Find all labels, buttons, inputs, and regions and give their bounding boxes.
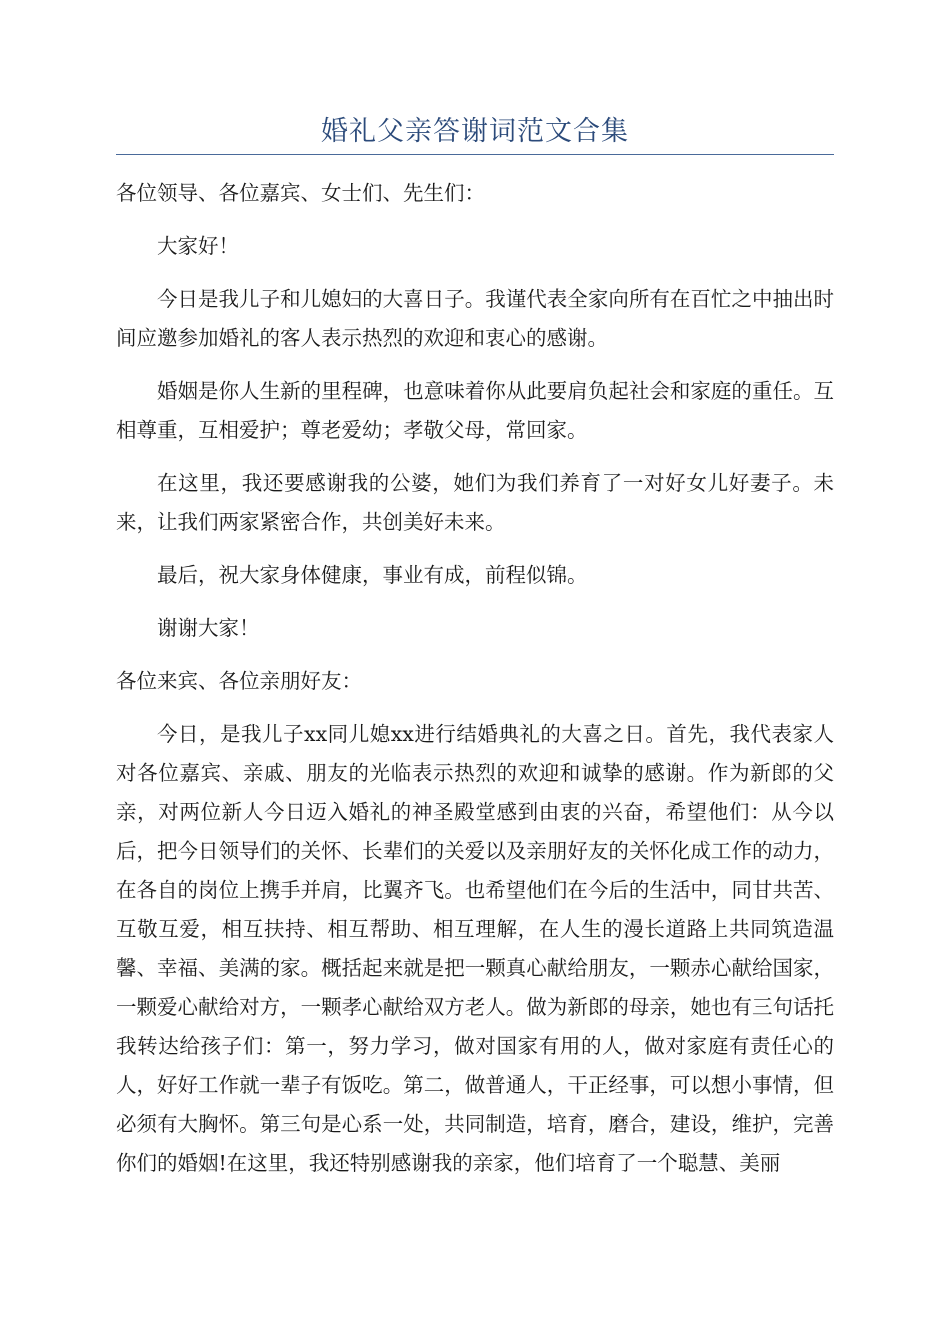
paragraph-marriage-milestone: 婚姻是你人生新的里程碑，也意味着你从此要肩负起社会和家庭的重任。互相尊重，互相爱护；尊老爱幼；孝敬父母，常回家。 — [116, 379, 834, 442]
paragraph-salutation-1: 各位领导、各位嘉宾、女士们、先生们： — [116, 181, 485, 205]
paragraph-wishes: 最后，祝大家身体健康，事业有成，前程似锦。 — [157, 563, 588, 587]
paragraph-salutation-2: 各位来宾、各位亲朋好友： — [116, 669, 362, 693]
document-title: 婚礼父亲答谢词范文合集 — [321, 116, 629, 147]
paragraph-thank-you: 谢谢大家！ — [157, 616, 260, 640]
paragraph-welcome: 今日是我儿子和儿媳妇的大喜日子。我谨代表全家向所有在百忙之中抽出时间应邀参加婚礼的客人表示热烈的欢迎和衷心的感谢。 — [116, 287, 834, 350]
paragraph-thanks-in-laws: 在这里，我还要感谢我的公婆，她们为我们养育了一对好女儿好妻子。未来，让我们两家紧密合作，共创美好未来。 — [116, 471, 834, 534]
paragraph-greeting: 大家好！ — [157, 234, 239, 258]
document-body — [116, 174, 834, 1183]
paragraph-second-speech: 今日，是我儿子xx同儿媳xx进行结婚典礼的大喜之日。首先，我代表家人对各位嘉宾、亲戚、朋友的光临表示热烈的欢迎和诚挚的感谢。作为新郎的父亲，对两位新人今日迈入婚礼的神圣殿堂感到由衷的兴奋，希望他们：从今以后，把今日领导们的关怀、长辈们的关爱以及亲朋好友的关怀化成工作的动力，在各自的岗位上携手并肩，比翼齐飞。也希望他们在今后的生活中，同甘共苦、互敬互爱，相互扶持、相互帮助、相互理解，在人生的漫长道路上共同筑造温馨、幸福、美满的家。概括起来就是把一颗真心献给朋友，一颗赤心献给国家，一颗爱心献给对方，一颗孝心献给双方老人。做为新郎的母亲，她也有三句话托我转达给孩子们：第一，努力学习，做对国家有用的人，做对家庭有责任心的人，好好工作就一辈子有饭吃。第二，做普通人，干正经事，可以想小事情，但必须有大胸怀。第三句是心系一处，共同制造，培育，磨合，建设，维护，完善你们的婚姻!在这里，我还特别感谢我的亲家，他们培育了一个聪慧、美丽 — [116, 722, 834, 1175]
title-underline — [116, 154, 834, 155]
